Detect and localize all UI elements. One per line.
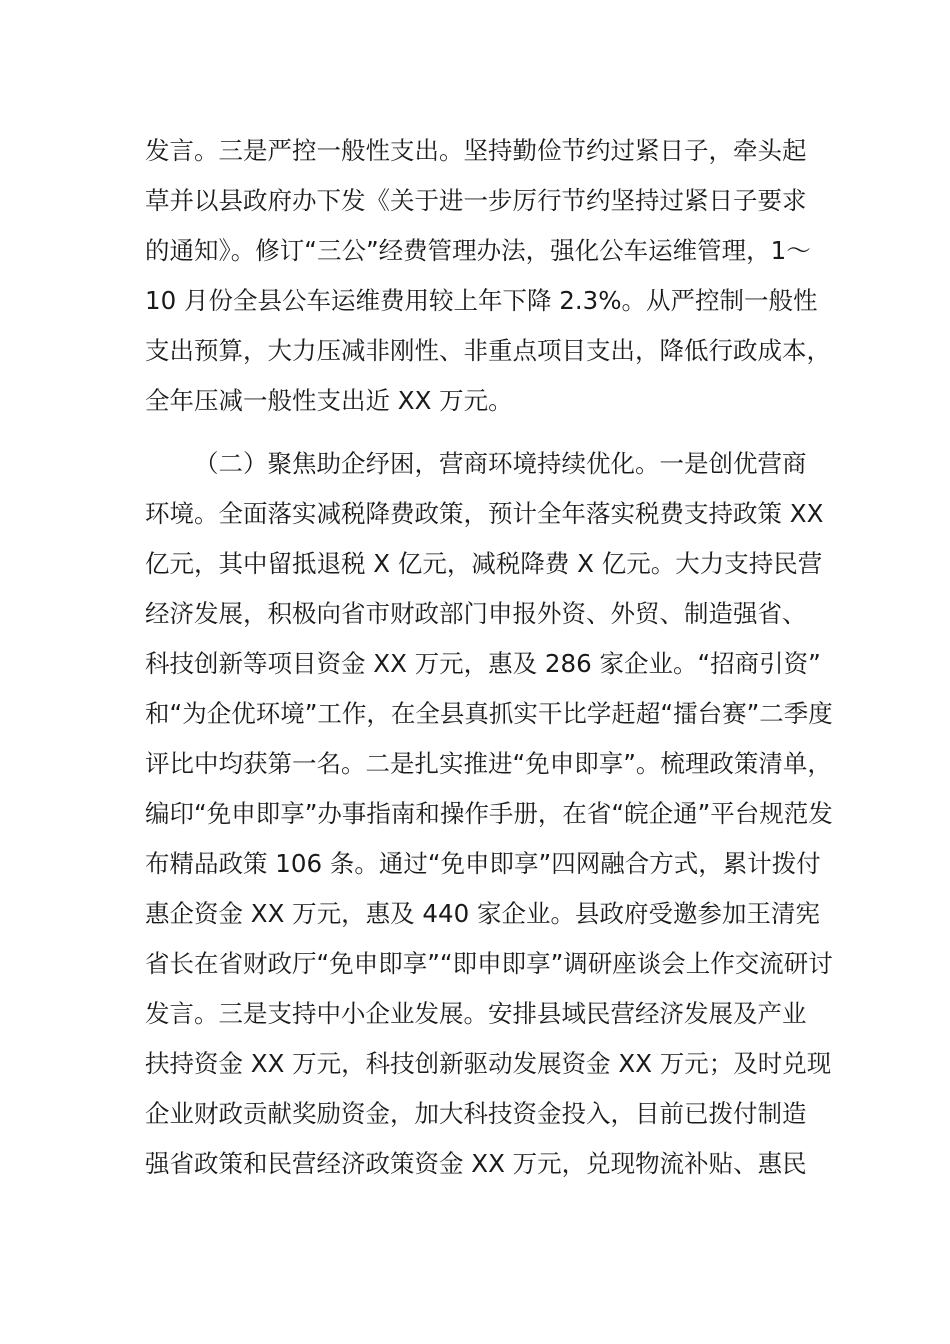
text-line: 惠企资金 XX 万元，惠及 440 家企业。县政府受邀参加王清宪 — [145, 899, 820, 928]
text-line: 企业财政贡献奖励资金，加大科技资金投入，目前已拨付制造 — [145, 1099, 807, 1128]
text-line: 科技创新等项目资金 XX 万元，惠及 286 家企业。“招商引资” — [145, 649, 821, 678]
text-line: 评比中均获第一名。二是扎实推进“免申即享”。梳理政策清单， — [145, 749, 832, 778]
text-line: 和“为企优环境”工作，在全县真抓实干比学赶超“擂台赛”二季度 — [145, 699, 833, 728]
text-line: 强省政策和民营经济政策资金 XX 万元，兑现物流补贴、惠民 — [145, 1149, 807, 1178]
text-line: 经济发展，积极向省市财政部门申报外资、外贸、制造强省、 — [145, 599, 807, 628]
text-line: 编印“免申即享”办事指南和操作手册，在省“皖企通”平台规范发 — [145, 799, 833, 828]
text-line: 支出预算，大力压减非刚性、非重点项目支出，降低行政成本， — [145, 336, 831, 365]
text-line: 草并以县政府办下发《关于进一步厉行节约坚持过紧日子要求 — [145, 186, 807, 215]
text-line: 发言。三是严控一般性支出。坚持勤俭节约过紧日子，牵头起 — [145, 136, 807, 165]
text-line: 亿元，其中留抵退税 X 亿元，减税降费 X 亿元。大力支持民营 — [145, 549, 823, 578]
text-line: 全年压减一般性支出近 XX 万元。 — [145, 386, 513, 415]
section-heading-line: （二）聚焦助企纾困，营商环境持续优化。一是创优营商 — [194, 449, 807, 478]
text-line: 10 月份全县公车运维费用较上年下降 2.3%。从严控制一般性 — [145, 286, 818, 315]
text-line: 的通知》。修订“三公”经费管理办法，强化公车运维管理，1～ — [145, 236, 811, 265]
text-line: 发言。三是支持中小企业发展。安排县域民营经济发展及产业 — [145, 999, 807, 1028]
text-line: 扶持资金 XX 万元，科技创新驱动发展资金 XX 万元；及时兑现 — [145, 1049, 832, 1078]
text-line: 省长在省财政厅“免申即享”“即申即享”调研座谈会上作交流研讨 — [145, 949, 833, 978]
text-line: 环境。全面落实减税降费政策，预计全年落实税费支持政策 XX — [145, 499, 824, 528]
text-line: 布精品政策 106 条。通过“免申即享”四网融合方式，累计拨付 — [145, 849, 821, 878]
